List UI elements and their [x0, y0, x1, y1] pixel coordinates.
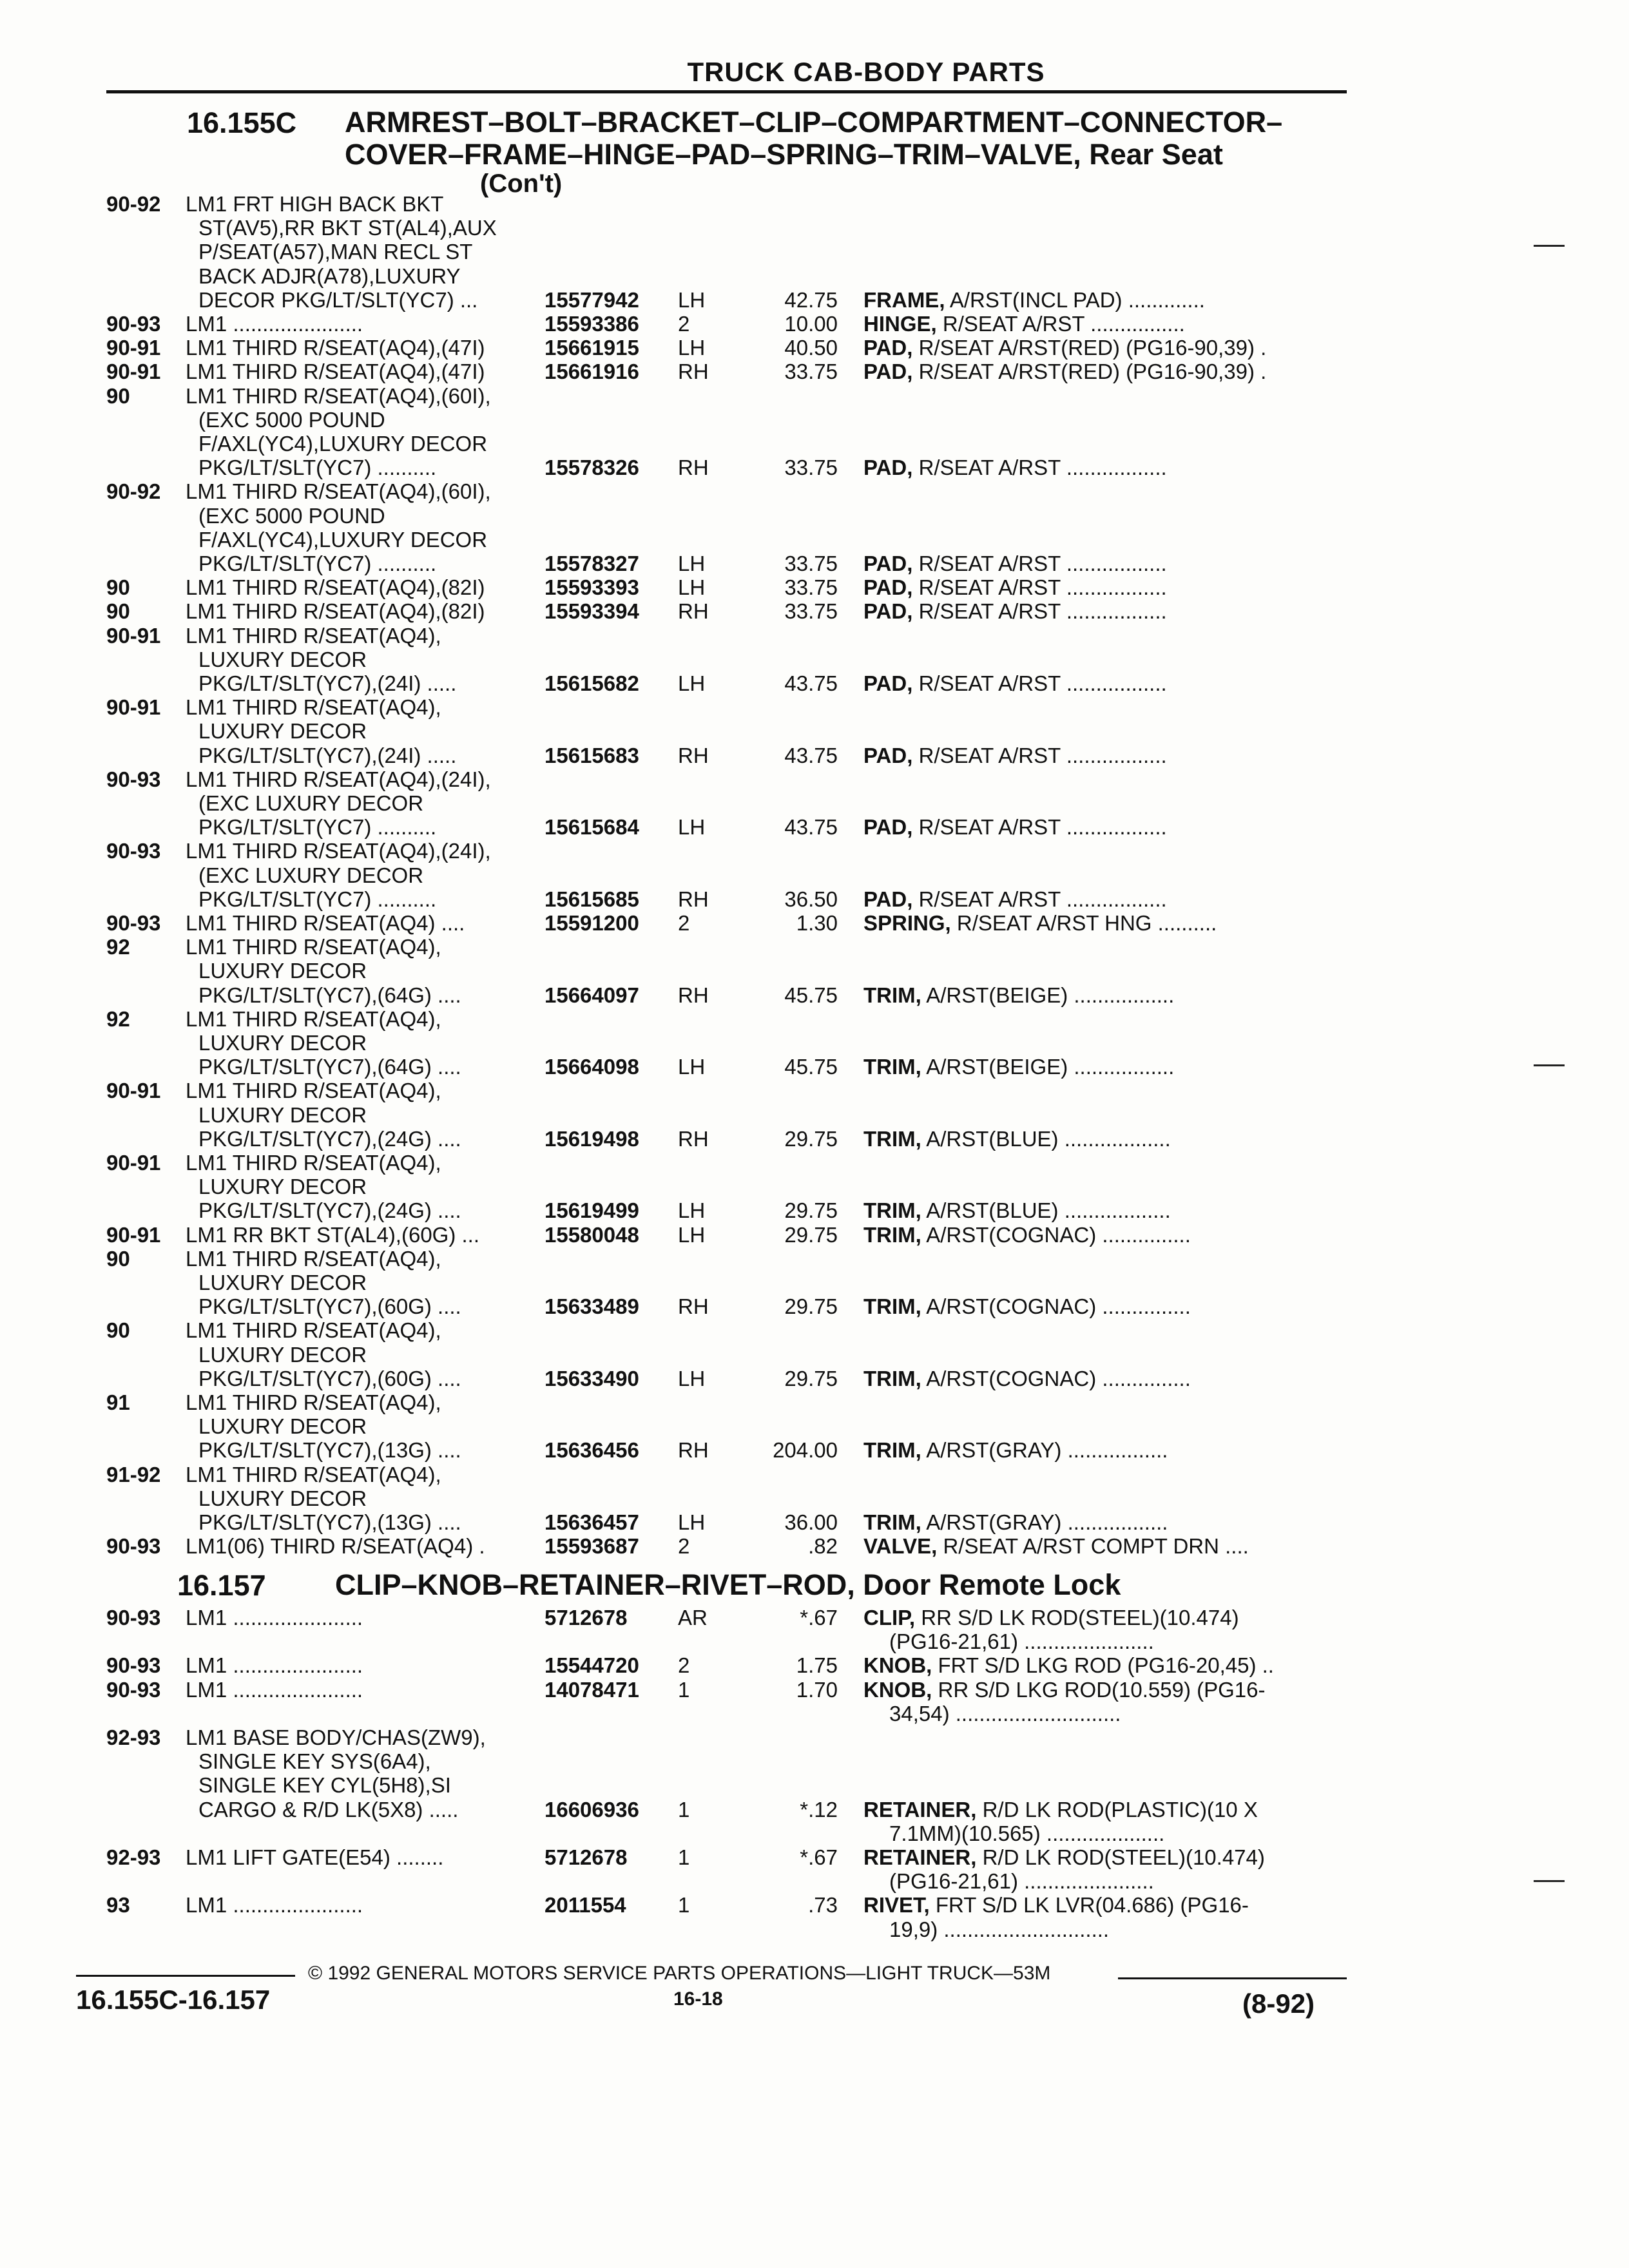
model-years: 90	[106, 1246, 130, 1271]
model-years: 90	[106, 383, 130, 408]
part-name: PAD,	[863, 336, 913, 360]
quantity: RH	[678, 1126, 709, 1151]
part-number: 15633490	[545, 1366, 639, 1390]
part-name: HINGE,	[863, 312, 937, 336]
part-number: 15619499	[545, 1198, 639, 1223]
part-description	[863, 1534, 1249, 1558]
quantity: LH	[678, 1366, 706, 1390]
part-description	[863, 1798, 1258, 1821]
usage-description: LM1 THIRD R/SEAT(AQ4),	[186, 1246, 441, 1271]
part-description	[863, 552, 1167, 575]
price: *.67	[800, 1845, 838, 1869]
model-years: 90-92	[106, 192, 161, 216]
usage-description: CARGO & R/D LK(5X8) .....	[198, 1797, 459, 1821]
part-detail: RR S/D LKG ROD(10.559) (PG16-	[938, 1677, 1266, 1702]
footer-rule-right	[1118, 1977, 1347, 1979]
part-description	[863, 360, 1266, 383]
price: 33.75	[784, 599, 838, 624]
usage-description: PKG/LT/SLT(YC7) ..........	[198, 551, 437, 575]
part-number: 15615684	[545, 815, 639, 840]
usage-description: LM1 ......................	[186, 312, 363, 336]
usage-description: PKG/LT/SLT(YC7),(24I) .....	[198, 743, 457, 767]
usage-description: PKG/LT/SLT(YC7),(24G) ....	[198, 1198, 461, 1223]
price: .73	[808, 1893, 838, 1917]
price: 33.75	[784, 575, 838, 600]
price: 29.75	[784, 1294, 838, 1319]
price: *.12	[800, 1797, 838, 1821]
usage-description: LUXURY DECOR	[198, 1342, 367, 1367]
quantity: 1	[678, 1677, 690, 1702]
quantity: RH	[678, 456, 709, 480]
part-number: 15636457	[545, 1510, 639, 1534]
price: .82	[808, 1534, 838, 1559]
usage-description: LUXURY DECOR	[198, 1175, 367, 1199]
section-title: CLIP–KNOB–RETAINER–RIVET–ROD, Door Remote Lock	[335, 1568, 1121, 1601]
quantity: LH	[678, 1222, 706, 1247]
part-detail: A/RST(GRAY) .................	[926, 1510, 1168, 1534]
usage-description: LM1 ......................	[186, 1606, 363, 1629]
part-number: 15593394	[545, 599, 639, 624]
part-detail: R/SEAT A/RST .................	[918, 599, 1167, 624]
quantity: RH	[678, 887, 709, 911]
part-description	[863, 599, 1167, 623]
usage-description: PKG/LT/SLT(YC7),(24I) .....	[198, 671, 457, 695]
part-detail: R/SEAT A/RST .................	[918, 551, 1167, 575]
model-years: 90-93	[106, 1677, 161, 1702]
part-number: 16606936	[545, 1797, 639, 1821]
part-detail: R/SEAT A/RST .................	[918, 743, 1167, 767]
quantity: RH	[678, 599, 709, 624]
part-name: TRIM,	[863, 1055, 921, 1079]
usage-description: LM1 THIRD R/SEAT(AQ4),(82I)	[186, 599, 485, 624]
part-description	[863, 744, 1167, 767]
part-description	[863, 983, 1174, 1007]
quantity: 1	[678, 1845, 690, 1869]
usage-description: LM1(06) THIRD R/SEAT(AQ4) .	[186, 1534, 485, 1559]
part-detail: FRT S/D LK LVR(04.686) (PG16-	[935, 1893, 1249, 1917]
quantity: LH	[678, 815, 706, 840]
part-name: TRIM,	[863, 1222, 921, 1247]
model-years: 92-93	[106, 1845, 161, 1869]
usage-description: LM1 THIRD R/SEAT(AQ4),(60I),	[186, 479, 491, 504]
part-detail: A/RST(BEIGE) .................	[926, 983, 1175, 1007]
part-description	[863, 887, 1167, 911]
part-detail: A/RST(BEIGE) .................	[926, 1055, 1175, 1079]
part-detail: A/RST(COGNAC) ...............	[926, 1294, 1191, 1319]
section-number: 16.155C	[187, 106, 297, 139]
part-detail: FRT S/D LKG ROD (PG16-20,45) ..	[938, 1653, 1274, 1678]
part-name: PAD,	[863, 456, 913, 480]
part-number: 5712678	[545, 1845, 628, 1869]
quantity: LH	[678, 1510, 706, 1534]
usage-description: PKG/LT/SLT(YC7) ..........	[198, 456, 437, 480]
part-name: PAD,	[863, 671, 913, 695]
usage-description: LM1 BASE BODY/CHAS(ZW9),	[186, 1725, 486, 1749]
price: 29.75	[784, 1126, 838, 1151]
usage-description: F/AXL(YC4),LUXURY DECOR	[198, 527, 488, 552]
part-name: PAD,	[863, 743, 913, 767]
quantity: LH	[678, 575, 706, 600]
usage-description: LM1 THIRD R/SEAT(AQ4),	[186, 935, 441, 959]
model-years: 90-91	[106, 360, 161, 384]
part-number: 15544720	[545, 1653, 639, 1678]
price: 29.75	[784, 1366, 838, 1390]
model-years: 90-93	[106, 767, 161, 791]
usage-description: LUXURY DECOR	[198, 1102, 367, 1127]
part-description	[863, 1294, 1191, 1318]
quantity: RH	[678, 983, 709, 1007]
part-description	[863, 1438, 1168, 1462]
part-number: 14078471	[545, 1677, 639, 1702]
model-years: 90-91	[106, 695, 161, 720]
model-years: 90-91	[106, 623, 161, 648]
usage-description: LM1 THIRD R/SEAT(AQ4),	[186, 1079, 441, 1103]
quantity: 2	[678, 911, 690, 935]
usage-description: PKG/LT/SLT(YC7) ..........	[198, 815, 437, 840]
model-years: 92	[106, 935, 130, 959]
model-years: 90	[106, 599, 130, 624]
part-name: PAD,	[863, 815, 913, 840]
usage-description: PKG/LT/SLT(YC7),(60G) ....	[198, 1366, 461, 1390]
quantity: RH	[678, 1294, 709, 1319]
model-years: 91	[106, 1390, 130, 1414]
price: 29.75	[784, 1198, 838, 1223]
part-detail: R/SEAT A/RST ................	[942, 312, 1185, 336]
model-years: 93	[106, 1893, 130, 1917]
part-description	[863, 575, 1167, 599]
usage-description: SINGLE KEY CYL(5H8),SI	[198, 1773, 451, 1798]
part-description-continued: 34,54) ............................	[889, 1701, 1121, 1725]
part-name: PAD,	[863, 887, 913, 911]
price: 43.75	[784, 671, 838, 695]
section-continued: (Con't)	[480, 169, 563, 198]
model-years: 90-91	[106, 336, 161, 360]
part-name: TRIM,	[863, 1366, 921, 1390]
usage-description: LM1 LIFT GATE(E54) ........	[186, 1845, 444, 1869]
part-detail: A/RST(COGNAC) ...............	[926, 1366, 1191, 1390]
price: 33.75	[784, 360, 838, 384]
usage-description: LM1 THIRD R/SEAT(AQ4),	[186, 1006, 441, 1031]
price: 1.70	[796, 1677, 838, 1702]
price: 36.00	[784, 1510, 838, 1534]
model-years: 90-92	[106, 479, 161, 504]
part-description-continued: (PG16-21,61) ......................	[889, 1869, 1154, 1894]
part-name: CLIP,	[863, 1606, 916, 1629]
part-number: 15578326	[545, 456, 639, 480]
price: 1.75	[796, 1653, 838, 1678]
price: 204.00	[773, 1438, 838, 1463]
header-rule-top	[106, 90, 1347, 93]
usage-description: LM1 THIRD R/SEAT(AQ4),	[186, 1151, 441, 1175]
part-detail: A/RST(COGNAC) ...............	[926, 1222, 1191, 1247]
quantity: LH	[678, 1055, 706, 1079]
price: 33.75	[784, 551, 838, 575]
part-detail: R/SEAT A/RST(RED) (PG16-90,39) .	[918, 360, 1267, 384]
usage-description: BACK ADJR(A78),LUXURY	[198, 264, 461, 288]
part-description	[863, 1198, 1171, 1222]
part-number: 15578327	[545, 551, 639, 575]
part-description	[863, 456, 1167, 479]
footer-date: (8-92)	[1242, 1988, 1315, 2019]
part-description-continued: (PG16-21,61) ......................	[889, 1629, 1154, 1654]
part-description-continued: 7.1MM)(10.565) ....................	[889, 1821, 1165, 1845]
part-number: 15615683	[545, 743, 639, 767]
price: 43.75	[784, 815, 838, 840]
usage-description: (EXC 5000 POUND	[198, 503, 385, 528]
footer-section-range: 16.155C-16.157	[76, 1984, 271, 2015]
part-name: KNOB,	[863, 1653, 932, 1678]
part-number: 15577942	[545, 287, 639, 312]
usage-description: (EXC LUXURY DECOR	[198, 791, 424, 815]
usage-description: LUXURY DECOR	[198, 719, 367, 744]
part-detail: R/SEAT A/RST(RED) (PG16-90,39) .	[918, 336, 1267, 360]
part-detail: A/RST(GRAY) .................	[926, 1438, 1168, 1463]
part-number: 15580048	[545, 1222, 639, 1247]
price: 45.75	[784, 1055, 838, 1079]
price: 29.75	[784, 1222, 838, 1247]
part-number: 15636456	[545, 1438, 639, 1463]
quantity: AR	[678, 1606, 708, 1629]
part-name: RETAINER,	[863, 1845, 977, 1869]
model-years: 91-92	[106, 1462, 161, 1486]
usage-description: LM1 THIRD R/SEAT(AQ4),(82I)	[186, 575, 485, 600]
scan-mark	[1534, 245, 1565, 247]
part-description	[863, 1223, 1191, 1247]
usage-description: LM1 THIRD R/SEAT(AQ4),(47I)	[186, 360, 485, 384]
part-number: 2011554	[545, 1893, 626, 1917]
section-title-line1: ARMREST–BOLT–BRACKET–CLIP–COMPARTMENT–CONNECTOR–	[345, 106, 1283, 139]
model-years: 90-93	[106, 839, 161, 863]
usage-description: PKG/LT/SLT(YC7),(60G) ....	[198, 1294, 461, 1319]
quantity: 2	[678, 312, 690, 336]
usage-description: LM1 THIRD R/SEAT(AQ4),	[186, 1318, 441, 1343]
part-description	[863, 1845, 1265, 1869]
part-name: TRIM,	[863, 1294, 921, 1319]
part-name: RIVET,	[863, 1893, 930, 1917]
part-description	[863, 1653, 1274, 1677]
usage-description: LM1 THIRD R/SEAT(AQ4),	[186, 623, 441, 648]
part-detail: R/SEAT A/RST .................	[918, 456, 1167, 480]
part-name: TRIM,	[863, 1126, 921, 1151]
usage-description: SINGLE KEY SYS(6A4),	[198, 1749, 431, 1774]
part-description	[863, 336, 1266, 360]
usage-description: LM1 THIRD R/SEAT(AQ4) ....	[186, 911, 465, 935]
part-number: 15591200	[545, 911, 639, 935]
usage-description: LUXURY DECOR	[198, 1414, 367, 1439]
part-description	[863, 1367, 1191, 1390]
page-header-title: TRUCK CAB-BODY PARTS	[687, 57, 1045, 87]
model-years: 90-91	[106, 1151, 161, 1175]
part-description	[863, 312, 1185, 336]
part-number: 15664098	[545, 1055, 639, 1079]
usage-description: LM1 THIRD R/SEAT(AQ4),(24I),	[186, 839, 491, 863]
price: *.67	[800, 1606, 838, 1629]
part-detail: R/SEAT A/RST .................	[918, 815, 1167, 840]
part-detail: A/RST(INCL PAD) .............	[949, 287, 1205, 312]
usage-description: PKG/LT/SLT(YC7),(13G) ....	[198, 1438, 461, 1463]
part-detail: A/RST(BLUE) ..................	[926, 1198, 1171, 1223]
price: 40.50	[784, 336, 838, 360]
quantity: LH	[678, 1198, 706, 1223]
usage-description: PKG/LT/SLT(YC7),(64G) ....	[198, 983, 461, 1007]
model-years: 92-93	[106, 1725, 161, 1749]
usage-description: PKG/LT/SLT(YC7),(13G) ....	[198, 1510, 461, 1534]
price: 45.75	[784, 983, 838, 1007]
part-name: SPRING,	[863, 911, 951, 935]
part-description	[863, 1055, 1174, 1079]
part-description	[863, 1127, 1171, 1151]
part-number: 15615685	[545, 887, 639, 911]
part-name: FRAME,	[863, 287, 945, 312]
quantity: RH	[678, 360, 709, 384]
part-number: 15593393	[545, 575, 639, 600]
section-title-line2: COVER–FRAME–HINGE–PAD–SPRING–TRIM–VALVE, Rear Seat	[345, 138, 1223, 171]
part-detail: RR S/D LK ROD(STEEL)(10.474)	[921, 1606, 1239, 1629]
part-name: RETAINER,	[863, 1797, 977, 1821]
model-years: 90-93	[106, 312, 161, 336]
model-years: 90-93	[106, 1653, 161, 1678]
part-number: 15633489	[545, 1294, 639, 1319]
price: 33.75	[784, 456, 838, 480]
part-description	[863, 671, 1167, 695]
model-years: 90-93	[106, 1606, 161, 1629]
quantity: LH	[678, 336, 706, 360]
usage-description: LM1 THIRD R/SEAT(AQ4),	[186, 695, 441, 720]
quantity: RH	[678, 743, 709, 767]
usage-description: LUXURY DECOR	[198, 1030, 367, 1055]
part-name: TRIM,	[863, 983, 921, 1007]
part-description	[863, 1678, 1266, 1702]
model-years: 90-93	[106, 911, 161, 935]
part-name: PAD,	[863, 360, 913, 384]
usage-description: LUXURY DECOR	[198, 647, 367, 671]
usage-description: F/AXL(YC4),LUXURY DECOR	[198, 431, 488, 456]
part-name: PAD,	[863, 575, 913, 600]
usage-description: LUXURY DECOR	[198, 1486, 367, 1510]
price: 10.00	[784, 312, 838, 336]
part-description	[863, 1510, 1168, 1534]
model-years: 90	[106, 575, 130, 600]
quantity: RH	[678, 1438, 709, 1463]
usage-description: LM1 THIRD R/SEAT(AQ4),(60I),	[186, 383, 491, 408]
quantity: 2	[678, 1653, 690, 1678]
part-number: 15593687	[545, 1534, 639, 1559]
part-number: 15615682	[545, 671, 639, 695]
usage-description: LM1 FRT HIGH BACK BKT	[186, 192, 444, 216]
model-years: 90-91	[106, 1079, 161, 1103]
quantity: 1	[678, 1797, 690, 1821]
usage-description: PKG/LT/SLT(YC7),(24G) ....	[198, 1126, 461, 1151]
quantity: 2	[678, 1534, 690, 1559]
footer-page-number: 16-18	[673, 1988, 723, 2010]
part-description	[863, 815, 1167, 839]
quantity: 1	[678, 1893, 690, 1917]
part-detail: R/D LK ROD(STEEL)(10.474)	[982, 1845, 1265, 1869]
usage-description: LM1 ......................	[186, 1653, 363, 1678]
part-name: PAD,	[863, 551, 913, 575]
part-description	[863, 288, 1205, 312]
usage-description: LM1 ......................	[186, 1893, 363, 1917]
model-years: 90-91	[106, 1222, 161, 1247]
usage-description: LM1 THIRD R/SEAT(AQ4),(47I)	[186, 336, 485, 360]
part-name: TRIM,	[863, 1510, 921, 1534]
part-name: TRIM,	[863, 1198, 921, 1223]
usage-description: PKG/LT/SLT(YC7) ..........	[198, 887, 437, 911]
quantity: LH	[678, 551, 706, 575]
price: 42.75	[784, 287, 838, 312]
part-description	[863, 1606, 1239, 1629]
usage-description: LUXURY DECOR	[198, 959, 367, 983]
part-description	[863, 911, 1217, 935]
scan-mark	[1534, 1880, 1565, 1882]
model-years: 92	[106, 1006, 130, 1031]
quantity: LH	[678, 671, 706, 695]
footer-rule-left	[76, 1975, 295, 1977]
scan-mark	[1534, 1064, 1565, 1066]
model-years: 90	[106, 1318, 130, 1343]
part-number: 5712678	[545, 1606, 628, 1629]
part-number: 15661916	[545, 360, 639, 384]
usage-description: ST(AV5),RR BKT ST(AL4),AUX	[198, 216, 497, 240]
part-name: TRIM,	[863, 1438, 921, 1463]
price: 1.30	[796, 911, 838, 935]
usage-description: PKG/LT/SLT(YC7),(64G) ....	[198, 1055, 461, 1079]
usage-description: LM1 RR BKT ST(AL4),(60G) ...	[186, 1222, 480, 1247]
part-number: 15661915	[545, 336, 639, 360]
model-years: 90-93	[106, 1534, 161, 1559]
usage-description: (EXC LUXURY DECOR	[198, 863, 424, 887]
part-description-continued: 19,9) ............................	[889, 1917, 1110, 1941]
usage-description: LM1 THIRD R/SEAT(AQ4),(24I),	[186, 767, 491, 791]
usage-description: LUXURY DECOR	[198, 1270, 367, 1294]
usage-description: DECOR PKG/LT/SLT(YC7) ...	[198, 287, 478, 312]
part-name: VALVE,	[863, 1534, 938, 1559]
price: 36.50	[784, 887, 838, 911]
usage-description: (EXC 5000 POUND	[198, 407, 385, 432]
usage-description: LM1 THIRD R/SEAT(AQ4),	[186, 1390, 441, 1414]
usage-description: LM1 ......................	[186, 1677, 363, 1702]
footer-copyright: © 1992 GENERAL MOTORS SERVICE PARTS OPERATIONS—LIGHT TRUCK—53M	[308, 1963, 1051, 1984]
part-description	[863, 1893, 1249, 1917]
part-detail: R/SEAT A/RST .................	[918, 887, 1167, 911]
part-detail: R/SEAT A/RST HNG ..........	[956, 911, 1217, 935]
usage-description: LM1 THIRD R/SEAT(AQ4),	[186, 1462, 441, 1486]
quantity: LH	[678, 287, 706, 312]
part-detail: R/SEAT A/RST .................	[918, 575, 1167, 600]
usage-description: P/SEAT(A57),MAN RECL ST	[198, 240, 473, 264]
part-detail: R/SEAT A/RST .................	[918, 671, 1167, 695]
part-detail: A/RST(BLUE) ..................	[926, 1126, 1171, 1151]
section-number: 16.157	[177, 1569, 266, 1602]
part-number: 15664097	[545, 983, 639, 1007]
part-name: PAD,	[863, 599, 913, 624]
part-number: 15619498	[545, 1126, 639, 1151]
part-detail: R/SEAT A/RST COMPT DRN ....	[943, 1534, 1249, 1559]
part-name: KNOB,	[863, 1677, 932, 1702]
part-number: 15593386	[545, 312, 639, 336]
price: 43.75	[784, 743, 838, 767]
part-detail: R/D LK ROD(PLASTIC)(10 X	[982, 1797, 1258, 1821]
